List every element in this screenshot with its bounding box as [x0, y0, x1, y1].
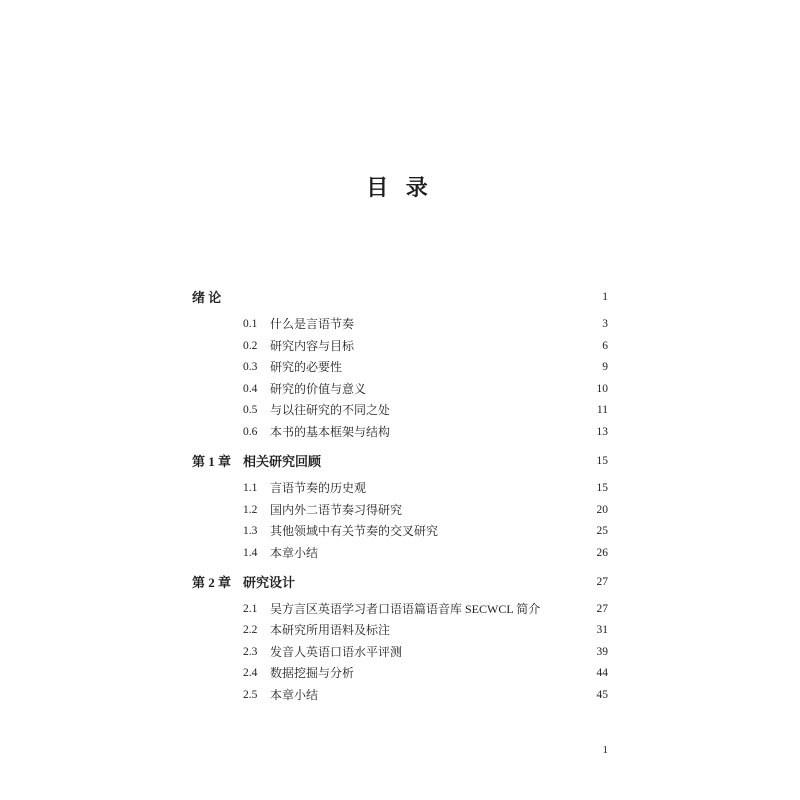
entry-page-number: 10	[596, 382, 608, 395]
chapter-title: 相关研究回顾	[243, 453, 322, 469]
page-title: 目 录	[366, 175, 434, 200]
toc-entry	[192, 379, 608, 401]
entry-number: 0.6	[243, 425, 258, 438]
entry-page-number: 26	[596, 546, 608, 559]
footer-page-number: 1	[602, 744, 608, 756]
chapter-label: 第 2 章	[192, 574, 232, 590]
entry-number: 0.2	[243, 339, 258, 352]
entry-page-number: 25	[596, 525, 608, 538]
entry-title: 本书的基本框架与结构	[270, 424, 391, 439]
entry-title: 吴方言区英语学习者口语语篇语音库 SECWCL 简介	[270, 601, 541, 616]
toc-entry	[192, 620, 608, 642]
entry-page-number: 3	[602, 317, 608, 330]
toc-chapter-heading	[192, 572, 608, 594]
entry-page-number: 15	[596, 481, 608, 494]
entry-page-number: 44	[596, 667, 608, 680]
entry-page-number: 6	[602, 339, 608, 352]
entry-number: 1.1	[243, 481, 258, 494]
entry-title: 其他领域中有关节奏的交叉研究	[270, 524, 439, 539]
entry-title: 本研究所用语料及标注	[270, 623, 391, 638]
toc-entry	[192, 599, 608, 621]
toc-chapter-heading	[192, 287, 608, 309]
entry-title: 与以往研究的不同之处	[270, 403, 391, 418]
entry-number: 2.4	[243, 667, 258, 680]
table-of-contents	[192, 287, 608, 707]
entry-number: 0.5	[243, 404, 258, 417]
entry-number: 0.3	[243, 361, 258, 374]
chapter-page-number: 1	[602, 291, 608, 303]
toc-entry	[192, 336, 608, 358]
chapter-title: 研究设计	[243, 574, 296, 590]
toc-chapter-heading	[192, 451, 608, 473]
entry-title: 本章小结	[270, 688, 319, 703]
entry-page-number: 39	[596, 645, 608, 658]
entry-number: 2.1	[243, 602, 258, 615]
entry-number: 2.5	[243, 689, 258, 702]
chapter-page-number: 27	[596, 575, 608, 588]
entry-title: 数据挖掘与分析	[270, 666, 355, 681]
entry-page-number: 13	[596, 425, 608, 438]
entry-page-number: 20	[596, 503, 608, 516]
toc-entry	[192, 663, 608, 685]
toc-entry	[192, 685, 608, 707]
entry-title: 研究的价值与意义	[270, 381, 367, 396]
toc-entry	[192, 521, 608, 543]
entry-number: 1.2	[243, 503, 258, 516]
entry-title: 发音人英语口语水平评测	[270, 644, 403, 659]
chapter-label: 第 1 章	[192, 453, 232, 469]
toc-entry	[192, 642, 608, 664]
chapter-label: 绪 论	[192, 290, 222, 305]
entry-number: 2.2	[243, 624, 258, 637]
toc-entry	[192, 543, 608, 565]
toc-entry	[192, 400, 608, 422]
entry-page-number: 45	[596, 689, 608, 702]
entry-title: 本章小结	[270, 545, 319, 560]
entry-page-number: 31	[596, 624, 608, 637]
entry-number: 0.4	[243, 382, 258, 395]
toc-entry	[192, 500, 608, 522]
entry-title: 国内外二语节奏习得研究	[270, 502, 403, 517]
chapter-page-number: 15	[596, 454, 608, 467]
entry-title: 什么是言语节奏	[270, 316, 355, 331]
toc-entry	[192, 314, 608, 336]
entry-number: 1.3	[243, 525, 258, 538]
entry-number: 0.1	[243, 317, 258, 330]
entry-title: 言语节奏的历史观	[270, 480, 367, 495]
toc-entry	[192, 478, 608, 500]
entry-title: 研究的必要性	[270, 360, 343, 375]
entry-number: 1.4	[243, 546, 258, 559]
entry-page-number: 11	[596, 404, 608, 417]
entry-page-number: 27	[596, 602, 608, 615]
toc-entry	[192, 422, 608, 444]
entry-page-number: 9	[602, 361, 608, 374]
entry-number: 2.3	[243, 645, 258, 658]
entry-title: 研究内容与目标	[270, 338, 355, 353]
toc-entry	[192, 357, 608, 379]
